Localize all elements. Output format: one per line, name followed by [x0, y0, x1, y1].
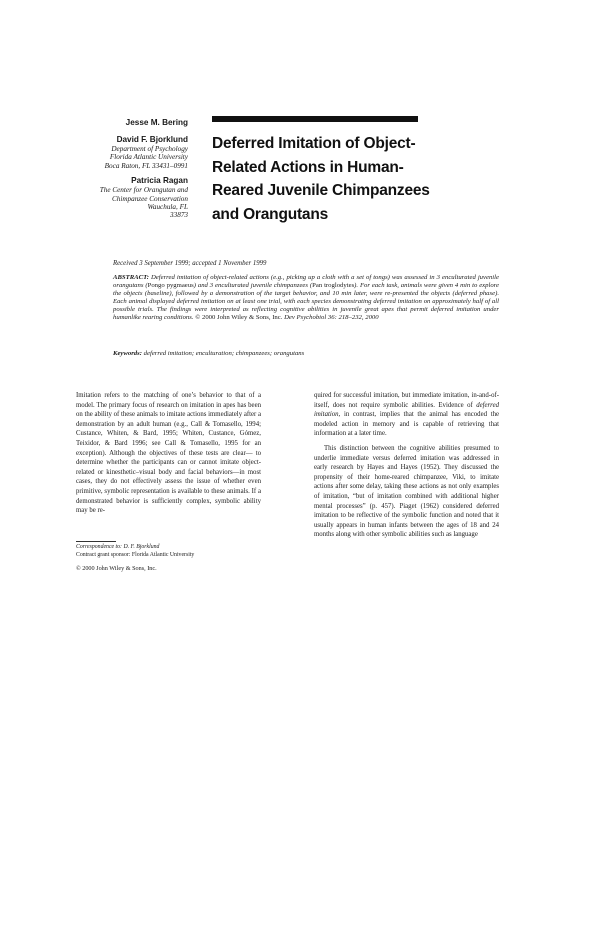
abstract-text: ) and 3 enculturated juvenile chimpanzees (: [193, 282, 313, 290]
author-affiliation: Florida Atlantic University: [109, 153, 188, 162]
correspondence-note: Correspondence to: D. F. Bjorklund: [76, 544, 160, 550]
author-affiliation: Boca Raton, FL 33431–0991: [104, 161, 188, 170]
title-rule: [212, 116, 418, 122]
paper-title: [212, 132, 452, 226]
author-block: [60, 118, 188, 226]
grant-note: Contract grant sponsor: Florida Atlantic University: [76, 551, 195, 558]
title-line: Deferred Imitation of Object-: [212, 135, 416, 152]
abstract-text: ). For each task, animals were given 4 min to explore the objects (baseline), followed by a demonstration of the target behavior, and 10 min later, were re-presented the objects (deferred phase). Each animal displayed deferred imitation on at least one trial, with each species demonstrating deferred imitation on approximately half of all possible trials. The findings were interpreted as reflecting cognitive abilities in juvenile great apes that permit deferred imitation under humanlike rearing conditions.: [113, 282, 500, 322]
body-paragraph: Imitation refers to the matching of one’s behavior to that of a model. The primary focus of research on imitation in apes has been on the ability of these animals to imitate actions immediately after a demonstration by an adult human (e.g., Call & Tomasello, 1994; Custance, Whiten, & Bard, 1995; Whiten, Custance, Gómez, Teixidor, & Bard 1996; see Call & Tomasello, 1995 for an exception). Although the objectives of these tests are clear— to determine whether the participants can or cannot imitate object-related or kinesthetic–visual body and facial behaviors—in most cases, they do not effectively assess the issue of whether even primitive, symbolic representation is available to these animals. If a demonstrated behavior is sufficiently complex, symbolic ability may be re-: [76, 392, 261, 515]
author-affiliation: Wauchula, FL: [147, 202, 188, 211]
author-group-2: [60, 135, 188, 170]
abstract-species: Pongo pygmaeus: [147, 282, 194, 290]
title-line: Related Actions in Human-: [212, 158, 404, 176]
abstract-label: ABSTRACT:: [113, 274, 149, 281]
author-group-1: [60, 118, 188, 129]
body-text: in contrast, implies that the animal has encoded the modeled action in memory and is capable of retrieving that information at a later time.: [314, 411, 499, 438]
abstract-copyright: © 2000 John Wiley & Sons, Inc.: [193, 314, 283, 322]
author-group-3: [60, 176, 188, 220]
footnotes: [76, 544, 266, 559]
abstract-text: Deferred imitation of object-related actions (e.g., picking up a cloth with a set of tongs) was assessed in 3 enculturated juvenile orangutans (: [113, 274, 499, 290]
body-emphasis: deferred imitation,: [314, 401, 499, 419]
keywords-label: Keywords:: [113, 350, 142, 357]
copyright: © 2000 John Wiley & Sons, Inc.: [76, 565, 157, 572]
title-line: and Orangutans: [212, 205, 329, 223]
footnote-rule: [76, 541, 116, 542]
abstract-publisher: Dev Psychobiol 36: 218–232, 2000: [282, 314, 379, 322]
abstract: [113, 274, 499, 323]
keywords: [113, 350, 499, 357]
author-affiliation: 33873: [170, 211, 188, 220]
author-name: Patricia Ragan: [131, 175, 188, 185]
author-affiliation: The Center for Orangutan and: [99, 186, 188, 195]
author-name: David F. Bjorklund: [116, 134, 188, 144]
body-paragraph: This distinction between the cognitive abilities presumed to underlie immediate versus deferred imitation was addressed in early research by Hayes and Hayes (1952). They discussed the propensity of their home-reared chimpanzee, Viki, to imitate actions after some delay, taking these actions as not only examples of imitation, “but of imitation combined with additional higher mental processes” (p. 457). Piaget (1962) considered deferred imitation to be reflective of the symbolic function and noted that it usually appears in human infants between the ages of 18 and 24 months along with other symbolic abilities such as language: [314, 444, 499, 539]
author-name: Jesse M. Bering: [125, 118, 188, 127]
body-paragraph: [314, 391, 499, 439]
author-affiliation: Department of Psychology: [111, 145, 188, 153]
author-affiliation: Chimpanzee Conservation: [111, 194, 188, 203]
body-column-left: [76, 391, 261, 516]
keywords-text: deferred imitation; enculturation; chimpanzees; orangutans: [141, 350, 305, 357]
abstract-species: Pan troglodytes: [312, 282, 355, 290]
body-text: quired for successful imitation, but immediate imitation, in-and-of-itself, does not require symbolic abilities. Evidence of: [314, 392, 499, 409]
title-line: Reared Juvenile Chimpanzees: [212, 182, 430, 199]
received-date: Received 3 September 1999; accepted 1 November 1999: [113, 260, 267, 267]
body-column-right: [314, 391, 499, 540]
